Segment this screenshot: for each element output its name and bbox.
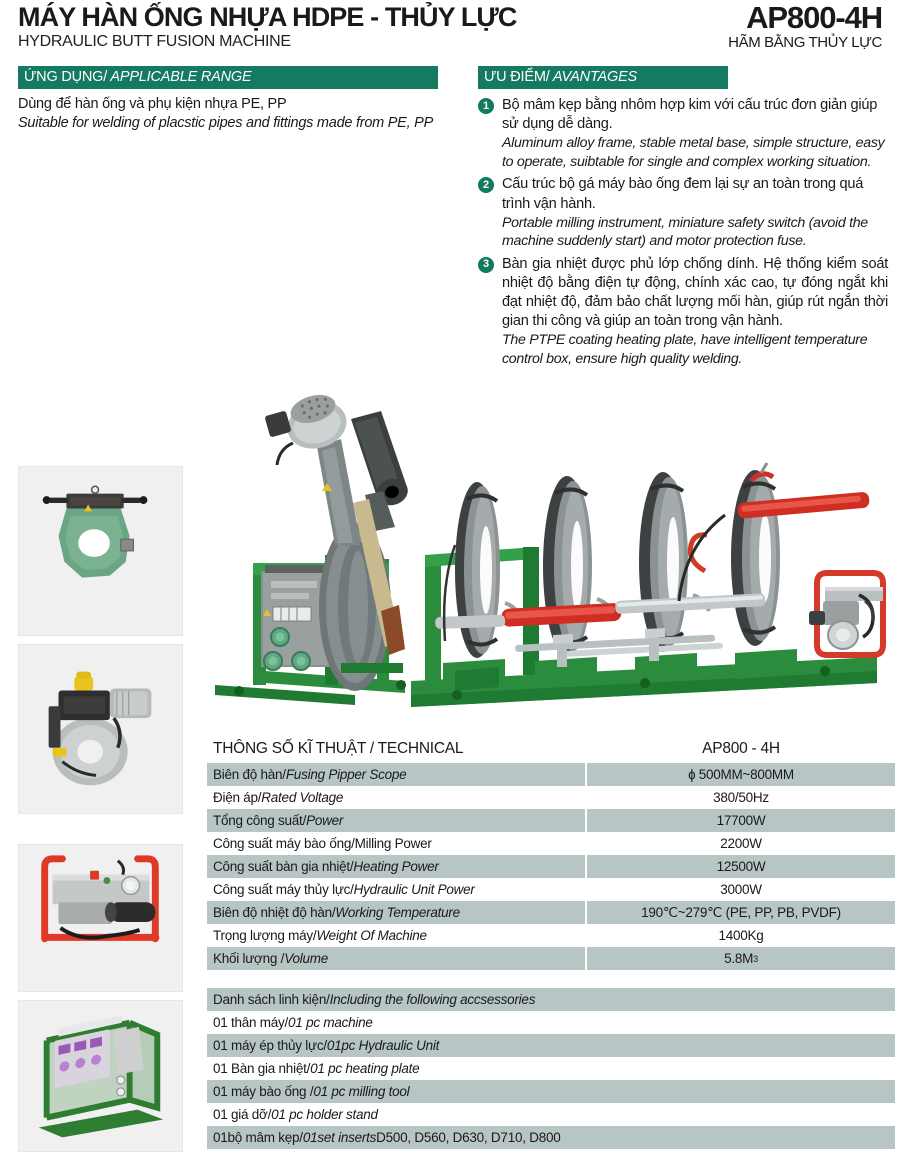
list-item xyxy=(207,1126,895,1149)
page-header xyxy=(0,0,900,56)
advantage-item xyxy=(478,255,888,369)
accessory-en: 01 pc milling tool xyxy=(313,1084,410,1099)
advantages-list xyxy=(478,96,888,368)
table-row xyxy=(207,832,895,855)
accessory-tail: D500, D560, D630, D710, D800 xyxy=(376,1130,561,1145)
table-row xyxy=(207,947,895,970)
hydraulic-unit-icon xyxy=(19,845,182,991)
main-product-photo xyxy=(205,395,895,725)
spec-label xyxy=(207,924,585,947)
advantage-number-badge: 3 xyxy=(478,257,494,273)
page-title: MÁY HÀN ỐNG NHỰA HDPE - THỦY LỰC xyxy=(18,2,517,32)
spec-label-vn: Công suất bàn gia nhiệt/ xyxy=(213,859,354,874)
advantage-item xyxy=(478,96,888,171)
spec-label-vn: Trọng lượng máy/ xyxy=(213,928,317,943)
accessory-vn: 01 máy bào ống / xyxy=(213,1084,314,1099)
spec-label-en: Volume xyxy=(284,951,328,966)
accessory-vn: 01 Bàn gia nhiệt/ xyxy=(213,1061,311,1076)
advantage-text-vn: Cấu trúc bộ gá máy bào ống đem lại sự an toàn trong quá trình vận hành. xyxy=(502,176,864,212)
list-item xyxy=(207,1103,895,1126)
advantage-text-vn: Bàn gia nhiệt được phủ lớp chống dính. Hệ thống kiểm soát nhiệt độ bằng điện tự động, chính xác cao, tự đóng ngắt khi đạt nhiệt độ, đảm bảo chất lượng mối hàn, giúp rút ngắn thời gian thi công và giúp an toàn trong vận hành. xyxy=(502,255,888,330)
butt-fusion-machine-illustration xyxy=(205,395,895,725)
advantage-number-badge: 2 xyxy=(478,177,494,193)
heating-plate-icon xyxy=(19,1001,182,1151)
specifications-table xyxy=(207,735,895,970)
table-row xyxy=(207,763,895,786)
list-item xyxy=(207,1080,895,1103)
applicable-range-header xyxy=(18,66,438,89)
thumbnail-hydraulic-unit xyxy=(18,844,183,992)
applicable-range-text xyxy=(18,95,458,134)
spec-value: 2200W xyxy=(720,836,762,851)
spec-header-label: THÔNG SỐ KĨ THUẬT / TECHNICAL xyxy=(213,740,464,757)
accessories-header-en: Including the following accsessories xyxy=(329,992,536,1007)
spec-value: 380/50Hz xyxy=(713,790,769,805)
spec-label xyxy=(207,901,585,924)
spec-label xyxy=(207,947,585,970)
spec-label-en: Rated Voltage xyxy=(261,790,344,805)
applicable-range-section xyxy=(18,66,458,134)
spec-label-en: Power xyxy=(306,813,344,828)
spec-label-en: Weight Of Machine xyxy=(316,928,427,943)
page-subtitle: HYDRAULIC BUTT FUSION MACHINE xyxy=(18,33,291,50)
list-item xyxy=(207,1057,895,1080)
thumbnail-heating-plate xyxy=(18,1000,183,1152)
list-item xyxy=(207,1034,895,1057)
advantage-item xyxy=(478,175,888,250)
spec-label-vn: Công suất máy thủy lực/ xyxy=(213,882,354,897)
milling-motor-icon xyxy=(19,645,182,813)
spec-label-en: Hydraulic Unit Power xyxy=(353,882,475,897)
accessories-header xyxy=(207,988,895,1011)
spec-header-value: AP800 - 4H xyxy=(702,740,780,757)
thumbnail-milling-cutter xyxy=(18,466,183,636)
spec-value-exponent: 3 xyxy=(753,953,758,964)
accessory-en: 01pc Hydraulic Unit xyxy=(326,1038,440,1053)
accessory-en: 01 pc holder stand xyxy=(271,1107,378,1122)
spec-label-vn: Biên độ nhiệt độ hàn/ xyxy=(213,905,336,920)
spec-label xyxy=(207,878,585,901)
spec-label-vn: Điện áp/ xyxy=(213,790,262,805)
spec-label xyxy=(207,763,585,786)
spec-label-vn: Tổng công suất/ xyxy=(213,813,307,828)
accessory-vn: 01 thân máy/ xyxy=(213,1015,289,1030)
advantage-text-vn: Bộ mâm kẹp bằng nhôm hợp kim với cấu trúc đơn giản giúp sử dụng dễ dàng. xyxy=(502,97,878,133)
advantages-header-en: AVANTAGES xyxy=(549,69,638,85)
spec-label xyxy=(207,786,585,809)
accessory-vn: 01 máy ép thủy lực/ xyxy=(213,1038,327,1053)
model-subtitle: HÃM BẰNG THỦY LỰC xyxy=(728,34,882,51)
spec-value: 190℃~279℃ (PE, PP, PB, PVDF) xyxy=(587,901,895,924)
spec-label-en: Working Temperature xyxy=(335,905,460,920)
spec-value: ɸ 500MM~800MM xyxy=(587,763,895,786)
model-number: AP800-4H xyxy=(746,0,882,35)
spec-label xyxy=(207,832,585,855)
spec-value: 1400Kg xyxy=(718,928,764,943)
thumbnail-milling-motor xyxy=(18,644,183,814)
advantage-text-en: Aluminum alloy frame, stable metal base, simple structure, easy to operate, suibtable for single and complex working situation. xyxy=(502,135,885,170)
accessory-en: 01set inserts xyxy=(302,1130,377,1145)
spec-value: 17700W xyxy=(587,809,895,832)
spec-table-header-row xyxy=(207,735,895,763)
spec-label-vn: Biên độ hàn/ xyxy=(213,767,286,782)
accessories-list xyxy=(207,988,895,1149)
table-row xyxy=(207,878,895,901)
spec-value-base: 5.8M xyxy=(724,951,754,966)
list-item xyxy=(207,1011,895,1034)
accessory-vn: 01bộ mâm kẹp/ xyxy=(213,1130,303,1145)
table-row xyxy=(207,924,895,947)
accessories-header-vn: Danh sách linh kiện/ xyxy=(213,992,330,1007)
accessory-en: 01 pc heating plate xyxy=(310,1061,420,1076)
advantages-header-vn: ƯU ĐIỂM/ xyxy=(484,69,550,85)
spec-value: 3000W xyxy=(720,882,762,897)
applicable-range-header-en: APPLICABLE RANGE xyxy=(107,69,252,85)
applicable-range-text-en: Suitable for welding of placstic pipes and fittings made from PE, PP xyxy=(18,115,433,132)
advantage-number-badge: 1 xyxy=(478,98,494,114)
table-row xyxy=(207,809,895,832)
spec-value: 12500W xyxy=(587,855,895,878)
spec-label-en: Heating Power xyxy=(353,859,439,874)
spec-label xyxy=(207,855,585,878)
table-row xyxy=(207,786,895,809)
advantage-text-en: The PTPE coating heating plate, have intelligent temperature control box, ensure high quality welding. xyxy=(502,332,868,367)
accessory-en: 01 pc machine xyxy=(288,1015,373,1030)
spec-label xyxy=(207,809,585,832)
applicable-range-header-vn: ỨNG DỤNG/ xyxy=(24,69,108,85)
spec-label-vn: Công suất máy bào ống/ xyxy=(213,836,355,851)
applicable-range-text-vn: Dùng để hàn ống và phụ kiện nhựa PE, PP xyxy=(18,96,287,112)
table-row xyxy=(207,855,895,878)
spec-label-en: Milling Power xyxy=(354,836,432,851)
advantages-section xyxy=(478,66,888,372)
advantages-header xyxy=(478,66,728,89)
advantage-text-en: Portable milling instrument, miniature safety switch (avoid the machine suddenly start) and motor protection fuse. xyxy=(502,214,868,250)
milling-cutter-icon xyxy=(19,467,182,635)
accessory-vn: 01 giá dỡ/ xyxy=(213,1107,272,1122)
spec-label-en: Fusing Pipper Scope xyxy=(285,767,407,782)
spec-value xyxy=(587,947,895,970)
table-row xyxy=(207,901,895,924)
spec-label-vn: Khối lượng / xyxy=(213,951,285,966)
